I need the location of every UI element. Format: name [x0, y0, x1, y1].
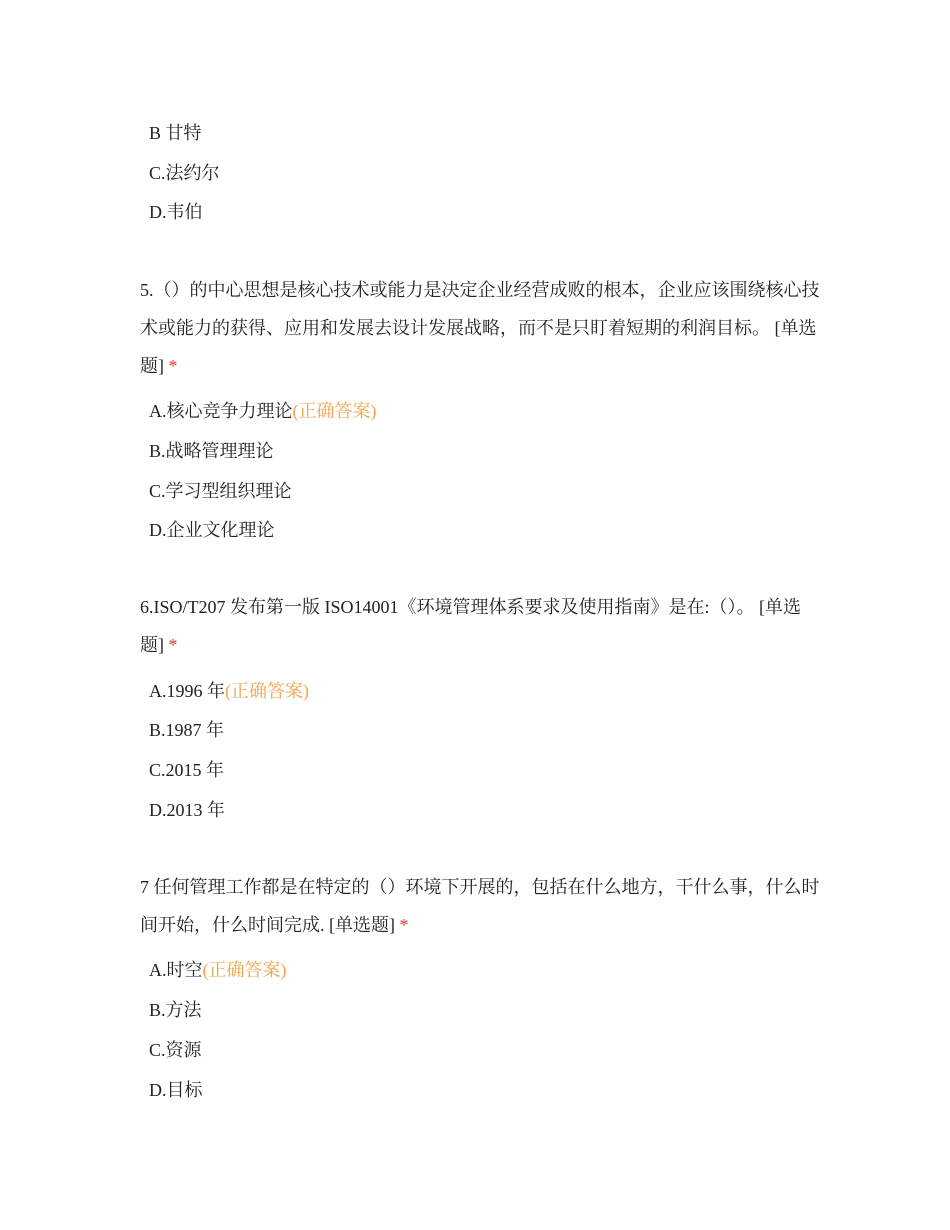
question-7-option-c: C.资源: [149, 1040, 202, 1060]
question-5: [140, 271, 820, 385]
option-b-prev-question: B 甘特: [149, 123, 202, 143]
correct-answer-tag: (正确答案): [202, 960, 287, 980]
option-text: A.核心竞争力理论: [149, 401, 293, 421]
question-5-option-b: B.战略管理理论: [149, 441, 274, 461]
question-5-option-a: [149, 399, 377, 423]
required-mark: *: [168, 356, 178, 376]
question-7-text: 7 任何管理工作都是在特定的（）环境下开展的，包括在什么地方，干什么事，什么时间开始，什么时间完成. [单选题]: [140, 877, 820, 935]
correct-answer-tag: (正确答案): [225, 681, 309, 701]
question-7: [140, 868, 820, 944]
question-6-option-c: C.2015 年: [149, 760, 225, 780]
question-5-option-d: D.企业文化理论: [149, 520, 275, 540]
question-6-option-d: D.2013 年: [149, 800, 225, 820]
option-c-prev-question: C.法约尔: [149, 163, 220, 183]
question-7-option-a: [149, 958, 287, 982]
question-7-option-b: B.方法: [149, 1000, 202, 1020]
question-5-text: 5.（）的中心思想是核心技术或能力是决定企业经营成败的根本，企业应该围绕核心技术或能力的获得、应用和发展去设计发展战略，而不是只盯着短期的利润目标。 [单选题]: [140, 280, 820, 376]
required-mark: *: [168, 635, 178, 655]
option-text: A.1996 年: [149, 681, 225, 701]
question-5-option-c: C.学习型组织理论: [149, 481, 292, 501]
question-6-option-b: B.1987 年: [149, 720, 225, 740]
question-6-text: 6.ISO/T207 发布第一版 ISO14001《环境管理体系要求及使用指南》是在:（）。 [单选题]: [140, 597, 801, 655]
option-text: A.时空: [149, 960, 203, 980]
correct-answer-tag: (正确答案): [292, 401, 377, 421]
question-6: [140, 588, 820, 664]
question-7-option-d: D.目标: [149, 1080, 203, 1100]
required-mark: *: [399, 915, 409, 935]
question-6-option-a: [149, 679, 309, 703]
option-d-prev-question: D.韦伯: [149, 202, 203, 222]
